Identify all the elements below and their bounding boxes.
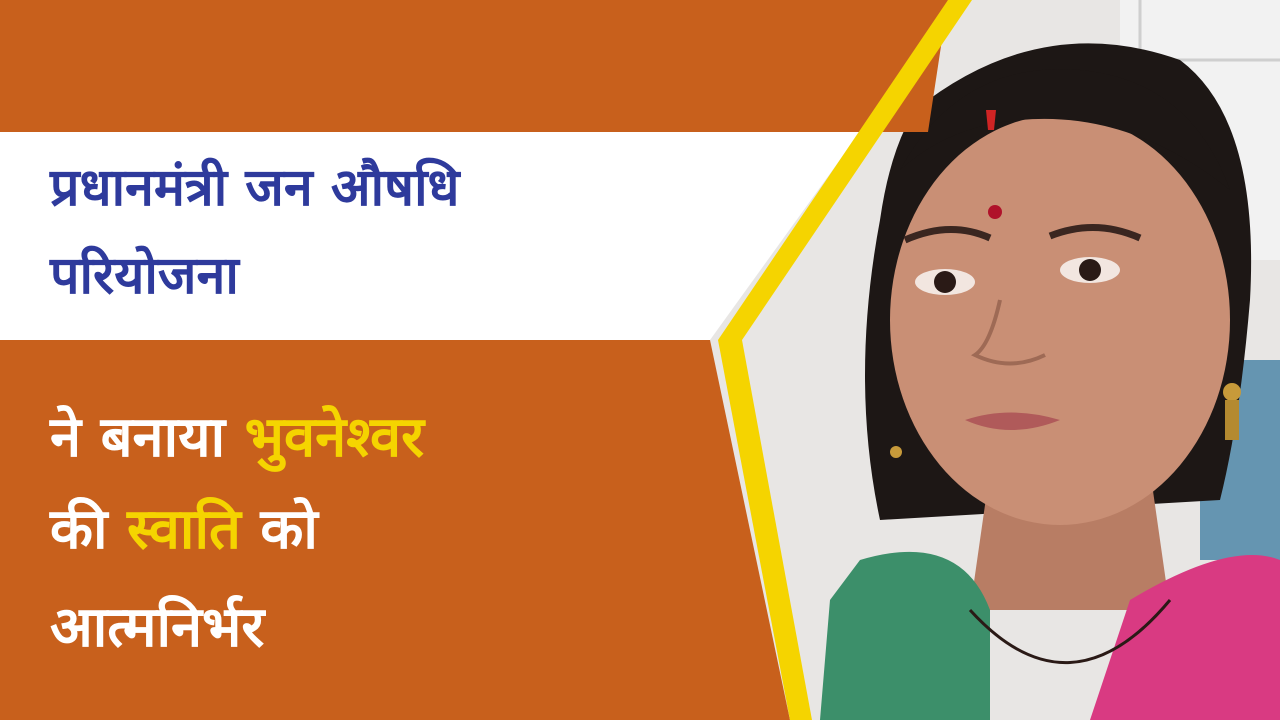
headline-line-2: परियोजना xyxy=(50,246,239,306)
headline-line-1: प्रधानमंत्री जन औषधि xyxy=(50,158,460,218)
orange-band-top xyxy=(0,0,948,132)
highlight-name: स्वाति xyxy=(127,497,241,562)
subheadline-text: को xyxy=(260,497,318,562)
subheadline-line-1 xyxy=(50,405,425,470)
subheadline-text: की xyxy=(50,497,108,562)
subheadline-text: ने बनाया xyxy=(50,405,226,470)
subheadline-line-2 xyxy=(50,497,318,562)
highlight-city: भुवनेश्वर xyxy=(244,405,425,470)
subheadline-line-3: आत्मनिर्भर xyxy=(50,595,265,660)
